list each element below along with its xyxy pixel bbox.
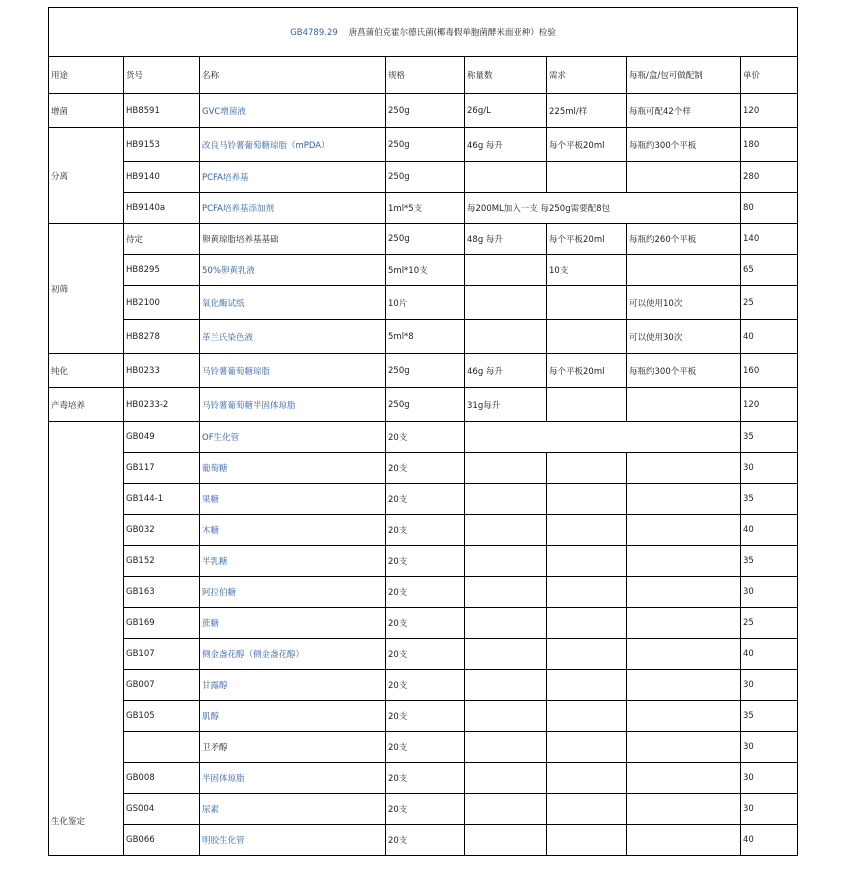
group-label: 分离 bbox=[49, 128, 124, 224]
item-spec: 250g bbox=[386, 94, 465, 128]
table-row bbox=[49, 825, 798, 856]
item-weigh bbox=[465, 162, 547, 193]
item-empty bbox=[465, 422, 741, 453]
item-price: 35 bbox=[741, 422, 798, 453]
item-price: 35 bbox=[741, 546, 798, 577]
table-row bbox=[49, 546, 798, 577]
item-price: 65 bbox=[741, 255, 798, 286]
item-empty bbox=[547, 608, 627, 639]
item-empty bbox=[547, 763, 627, 794]
header-code: 货号 bbox=[124, 57, 200, 94]
item-weigh: 46g 每升 bbox=[465, 128, 547, 162]
item-spec: 20支 bbox=[386, 484, 465, 515]
header-spec: 规格 bbox=[386, 57, 465, 94]
item-empty bbox=[465, 763, 547, 794]
item-name: 卵黄琼脂培养基基础 bbox=[200, 224, 386, 255]
document-title bbox=[49, 8, 798, 57]
item-name: 改良马铃薯葡萄糖琼脂（mPDA） bbox=[200, 128, 386, 162]
group-label: 生化鉴定 bbox=[49, 422, 124, 856]
item-spec: 5ml*10支 bbox=[386, 255, 465, 286]
item-spec: 250g bbox=[386, 162, 465, 193]
item-code: GB032 bbox=[124, 515, 200, 546]
item-need: 每个平板20ml bbox=[547, 128, 627, 162]
item-yield: 每瓶可配42个样 bbox=[627, 94, 741, 128]
item-yield bbox=[627, 388, 741, 422]
item-empty bbox=[465, 794, 547, 825]
item-empty bbox=[465, 732, 547, 763]
item-spec: 250g bbox=[386, 224, 465, 255]
item-price: 25 bbox=[741, 286, 798, 320]
item-yield: 每瓶约300个平板 bbox=[627, 354, 741, 388]
item-code: GB049 bbox=[124, 422, 200, 453]
item-spec: 20支 bbox=[386, 577, 465, 608]
item-name: 半乳糖 bbox=[200, 546, 386, 577]
item-empty bbox=[627, 763, 741, 794]
item-name: PCFA培养基 bbox=[200, 162, 386, 193]
title-row bbox=[49, 8, 798, 57]
item-spec: 20支 bbox=[386, 515, 465, 546]
item-code: HB0233-2 bbox=[124, 388, 200, 422]
item-code bbox=[124, 732, 200, 763]
item-empty bbox=[547, 670, 627, 701]
table-row bbox=[49, 224, 798, 255]
item-spec: 20支 bbox=[386, 453, 465, 484]
item-empty bbox=[547, 732, 627, 763]
item-empty bbox=[547, 701, 627, 732]
item-empty bbox=[627, 701, 741, 732]
item-spec: 20支 bbox=[386, 763, 465, 794]
item-need bbox=[547, 388, 627, 422]
table-row bbox=[49, 701, 798, 732]
item-price: 35 bbox=[741, 701, 798, 732]
item-empty bbox=[465, 484, 547, 515]
item-code: GB107 bbox=[124, 639, 200, 670]
item-weigh bbox=[465, 320, 547, 354]
item-need: 10支 bbox=[547, 255, 627, 286]
item-spec: 20支 bbox=[386, 670, 465, 701]
item-price: 30 bbox=[741, 732, 798, 763]
group-label: 初筛 bbox=[49, 224, 124, 354]
item-price: 25 bbox=[741, 608, 798, 639]
item-code: GB169 bbox=[124, 608, 200, 639]
item-need bbox=[547, 320, 627, 354]
table-row bbox=[49, 732, 798, 763]
item-spec: 250g bbox=[386, 388, 465, 422]
item-empty bbox=[547, 577, 627, 608]
table-row bbox=[49, 128, 798, 162]
item-empty bbox=[465, 639, 547, 670]
table-row bbox=[49, 286, 798, 320]
item-empty bbox=[547, 453, 627, 484]
item-price: 40 bbox=[741, 515, 798, 546]
item-empty bbox=[627, 670, 741, 701]
group-label: 增菌 bbox=[49, 94, 124, 128]
table-row bbox=[49, 608, 798, 639]
item-name: 马铃薯葡萄糖半固体琼脂 bbox=[200, 388, 386, 422]
item-need: 225ml/样 bbox=[547, 94, 627, 128]
table-row bbox=[49, 193, 798, 224]
item-price: 160 bbox=[741, 354, 798, 388]
item-name: 尿素 bbox=[200, 794, 386, 825]
item-code: GB144-1 bbox=[124, 484, 200, 515]
item-spec: 250g bbox=[386, 354, 465, 388]
item-spec: 20支 bbox=[386, 732, 465, 763]
item-empty bbox=[627, 639, 741, 670]
item-code: GB008 bbox=[124, 763, 200, 794]
table-row bbox=[49, 794, 798, 825]
header-name: 名称 bbox=[200, 57, 386, 94]
header-usage: 用途 bbox=[49, 57, 124, 94]
item-name: 马铃薯葡萄糖琼脂 bbox=[200, 354, 386, 388]
item-yield bbox=[627, 162, 741, 193]
item-price: 40 bbox=[741, 639, 798, 670]
item-price: 80 bbox=[741, 193, 798, 224]
group-label: 产毒培养 bbox=[49, 388, 124, 422]
item-yield: 可以使用10次 bbox=[627, 286, 741, 320]
item-code: GS004 bbox=[124, 794, 200, 825]
table-row bbox=[49, 94, 798, 128]
item-code: HB8278 bbox=[124, 320, 200, 354]
item-empty bbox=[465, 670, 547, 701]
table-row bbox=[49, 354, 798, 388]
item-code: GB007 bbox=[124, 670, 200, 701]
item-name: 木糖 bbox=[200, 515, 386, 546]
item-empty bbox=[627, 608, 741, 639]
item-price: 40 bbox=[741, 320, 798, 354]
item-code: 待定 bbox=[124, 224, 200, 255]
item-price: 30 bbox=[741, 794, 798, 825]
item-note: 每200ML加入一支 每250g需要配8包 bbox=[465, 193, 741, 224]
table-row bbox=[49, 577, 798, 608]
item-price: 30 bbox=[741, 453, 798, 484]
item-code: HB8591 bbox=[124, 94, 200, 128]
item-empty bbox=[465, 453, 547, 484]
item-empty bbox=[627, 825, 741, 856]
item-name: 阿拉伯糖 bbox=[200, 577, 386, 608]
item-name: 革兰氏染色液 bbox=[200, 320, 386, 354]
item-spec: 20支 bbox=[386, 639, 465, 670]
item-empty bbox=[465, 608, 547, 639]
item-price: 120 bbox=[741, 94, 798, 128]
item-price: 280 bbox=[741, 162, 798, 193]
item-code: GB105 bbox=[124, 701, 200, 732]
item-spec: 20支 bbox=[386, 794, 465, 825]
item-name: 肌醇 bbox=[200, 701, 386, 732]
item-price: 30 bbox=[741, 577, 798, 608]
table-row bbox=[49, 453, 798, 484]
item-code: HB9140 bbox=[124, 162, 200, 193]
item-empty bbox=[627, 732, 741, 763]
item-name: 葡萄糖 bbox=[200, 453, 386, 484]
item-name: 侧金盏花醇（侧金盏花醇） bbox=[200, 639, 386, 670]
reagent-table bbox=[48, 7, 798, 856]
header-row bbox=[49, 57, 798, 94]
item-name: 卫矛醇 bbox=[200, 732, 386, 763]
item-weigh: 48g 每升 bbox=[465, 224, 547, 255]
item-weigh bbox=[465, 286, 547, 320]
item-empty bbox=[547, 515, 627, 546]
item-need: 每个平板20ml bbox=[547, 224, 627, 255]
table-row bbox=[49, 388, 798, 422]
item-yield: 每瓶约300个平板 bbox=[627, 128, 741, 162]
item-name: PCFA培养基添加剂 bbox=[200, 193, 386, 224]
item-empty bbox=[627, 453, 741, 484]
item-weigh bbox=[465, 255, 547, 286]
item-name: OF生化管 bbox=[200, 422, 386, 453]
item-name: 50%卵黄乳液 bbox=[200, 255, 386, 286]
item-yield bbox=[627, 255, 741, 286]
header-weigh: 称量数 bbox=[465, 57, 547, 94]
item-empty bbox=[627, 577, 741, 608]
table-row bbox=[49, 255, 798, 286]
table-row bbox=[49, 422, 798, 453]
item-code: HB2100 bbox=[124, 286, 200, 320]
item-price: 30 bbox=[741, 763, 798, 794]
item-price: 40 bbox=[741, 825, 798, 856]
table-row bbox=[49, 515, 798, 546]
table-row bbox=[49, 320, 798, 354]
item-name: 明胶生化管 bbox=[200, 825, 386, 856]
header-price: 单价 bbox=[741, 57, 798, 94]
table-row bbox=[49, 484, 798, 515]
item-weigh: 31g每升 bbox=[465, 388, 547, 422]
spreadsheet bbox=[48, 7, 797, 856]
item-price: 30 bbox=[741, 670, 798, 701]
header-yield: 每瓶/盒/包可做配制 bbox=[627, 57, 741, 94]
item-need bbox=[547, 162, 627, 193]
item-spec: 20支 bbox=[386, 701, 465, 732]
table-row bbox=[49, 670, 798, 701]
group-label: 纯化 bbox=[49, 354, 124, 388]
item-price: 140 bbox=[741, 224, 798, 255]
item-price: 35 bbox=[741, 484, 798, 515]
item-code: HB8295 bbox=[124, 255, 200, 286]
item-spec: 250g bbox=[386, 128, 465, 162]
item-empty bbox=[547, 639, 627, 670]
item-need: 每个平板20ml bbox=[547, 354, 627, 388]
item-name: GVC增菌液 bbox=[200, 94, 386, 128]
item-code: HB9153 bbox=[124, 128, 200, 162]
item-empty bbox=[465, 701, 547, 732]
item-empty bbox=[627, 546, 741, 577]
item-name: 甘露醇 bbox=[200, 670, 386, 701]
item-empty bbox=[547, 484, 627, 515]
item-name: 果糖 bbox=[200, 484, 386, 515]
item-empty bbox=[627, 794, 741, 825]
item-name: 半固体琼脂 bbox=[200, 763, 386, 794]
item-empty bbox=[627, 515, 741, 546]
title-text: 唐菖蒲伯克霍尔德氏菌(椰毒假单胞菌酵米面亚种）检验 bbox=[348, 28, 556, 38]
item-name: 氧化酶试纸 bbox=[200, 286, 386, 320]
item-spec: 20支 bbox=[386, 422, 465, 453]
item-empty bbox=[547, 794, 627, 825]
item-code: HB9140a bbox=[124, 193, 200, 224]
item-code: GB066 bbox=[124, 825, 200, 856]
header-need: 需求 bbox=[547, 57, 627, 94]
item-empty bbox=[627, 484, 741, 515]
item-empty bbox=[465, 577, 547, 608]
item-code: GB117 bbox=[124, 453, 200, 484]
item-spec: 1ml*5支 bbox=[386, 193, 465, 224]
item-empty bbox=[547, 546, 627, 577]
item-empty bbox=[465, 546, 547, 577]
table-row bbox=[49, 639, 798, 670]
item-yield: 可以使用30次 bbox=[627, 320, 741, 354]
table-row bbox=[49, 763, 798, 794]
item-code: GB152 bbox=[124, 546, 200, 577]
item-yield: 每瓶约260个平板 bbox=[627, 224, 741, 255]
item-spec: 20支 bbox=[386, 546, 465, 577]
item-weigh: 46g 每升 bbox=[465, 354, 547, 388]
item-price: 180 bbox=[741, 128, 798, 162]
item-need bbox=[547, 286, 627, 320]
title-code: GB4789.29 bbox=[290, 28, 338, 38]
item-code: GB163 bbox=[124, 577, 200, 608]
item-empty bbox=[465, 515, 547, 546]
item-spec: 5ml*8 bbox=[386, 320, 465, 354]
item-name: 蔗糖 bbox=[200, 608, 386, 639]
item-spec: 20支 bbox=[386, 608, 465, 639]
item-price: 120 bbox=[741, 388, 798, 422]
table-row bbox=[49, 162, 798, 193]
item-empty bbox=[465, 825, 547, 856]
item-weigh: 26g/L bbox=[465, 94, 547, 128]
item-code: HB0233 bbox=[124, 354, 200, 388]
item-spec: 10片 bbox=[386, 286, 465, 320]
item-empty bbox=[547, 825, 627, 856]
item-spec: 20支 bbox=[386, 825, 465, 856]
